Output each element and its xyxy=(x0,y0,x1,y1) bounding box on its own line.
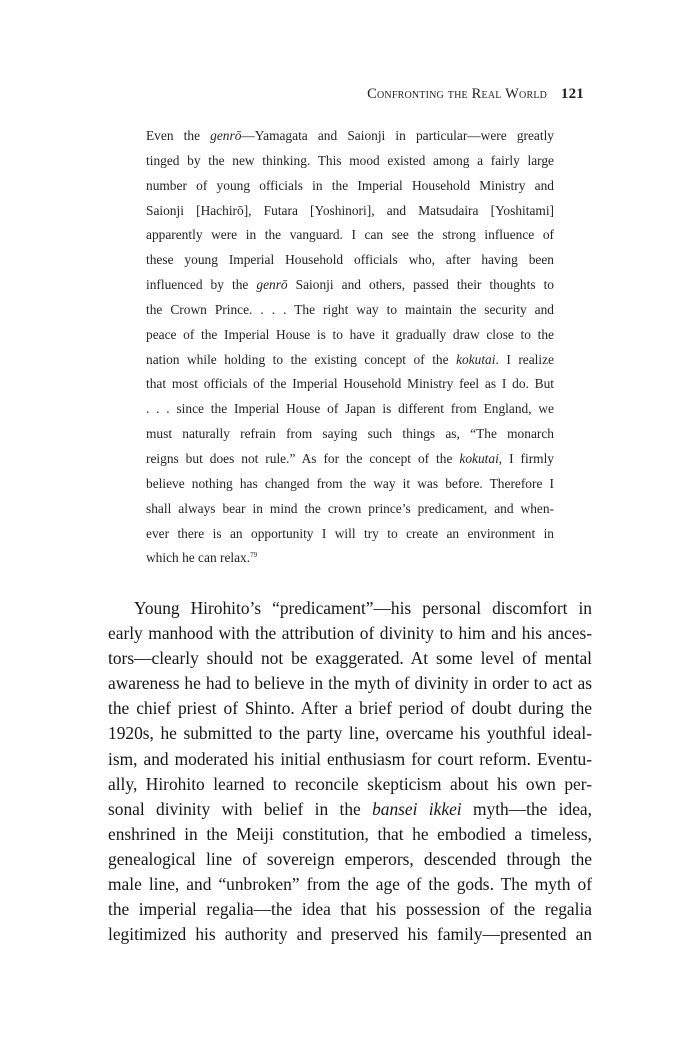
quotation-line: ever there is an opportunity I will try to create an environment in xyxy=(146,525,554,541)
italic-term: genrō xyxy=(256,277,288,293)
body-line: sonal divinity with belief in the bansei ikkei myth—the idea, xyxy=(108,798,592,819)
quotation-line: the Crown Prince. . . . The right way to maintain the security and xyxy=(146,301,554,317)
body-line: awareness he had to believe in the myth of divinity in order to act as xyxy=(108,673,592,694)
quotation-line: which he can relax.$^{79}$ xyxy=(146,550,258,566)
quotation-line: that most officials of the Imperial Household Ministry feel as I do. But xyxy=(146,376,554,392)
italic-term: bansei ikkei xyxy=(372,798,462,819)
page-number: 121 xyxy=(560,86,584,102)
footnote-marker: 79 xyxy=(250,551,258,560)
body-line: the imperial regalia—the idea that his possession of the regalia xyxy=(108,899,592,920)
running-head xyxy=(367,86,584,103)
quotation-line: apparently were in the vanguard. I can see the strong influence of xyxy=(146,227,554,243)
quotation-line: Saionji [Hachirō], Futara [Yoshinori], and Matsudaira [Yoshitami] xyxy=(146,202,554,218)
quotation-line: these young Imperial Household officials who, after having been xyxy=(146,252,554,268)
body-line: tors—clearly should not be exaggerated. At some level of mental xyxy=(108,648,592,669)
quotation-line: reigns but does not rule.” As for the concept of the kokutai, I firmly xyxy=(146,450,554,466)
chapter-title: Confronting the Real World xyxy=(367,86,548,102)
italic-term: genrō xyxy=(210,128,242,143)
quotation-line: tinged by the new thinking. This mood existed among a fairly large xyxy=(146,152,554,168)
quotation-line: believe nothing has changed from the way it was before. Therefore I xyxy=(146,475,554,491)
body-line: ism, and moderated his initial enthusiasm for court reform. Eventu- xyxy=(108,748,592,769)
quotation-line: peace of the Imperial House is to have it gradually draw close to the xyxy=(146,326,554,342)
body-line: ally, Hirohito learned to reconcile skepticism about his own per- xyxy=(108,773,592,794)
italic-term: kokutai xyxy=(456,351,496,367)
quotation-line: Even the genrō—Yamagata and Saionji in particular—were greatly xyxy=(146,128,554,143)
quotation-line: influenced by the genrō Saionji and others, passed their thoughts to xyxy=(146,277,554,293)
body-line: legitimized his authority and preserved his family—presented an xyxy=(108,924,592,945)
body-line: 1920s, he submitted to the party line, overcame his youthful ideal- xyxy=(108,723,592,744)
block-quotation xyxy=(146,124,554,571)
italic-term: kokutai xyxy=(459,450,499,466)
quotation-line: . . . since the Imperial House of Japan is different from England, we xyxy=(146,401,554,417)
body-line: Young Hirohito’s “predicament”—his personal discomfort in xyxy=(134,598,592,618)
quotation-line: number of young officials in the Imperial Household Ministry and xyxy=(146,177,554,193)
quotation-line: must naturally refrain from saying such things as, “The monarch xyxy=(146,426,554,442)
body-paragraph xyxy=(108,596,592,947)
body-line: genealogical line of sovereign emperors, descended through the xyxy=(108,848,592,869)
body-line: enshrined in the Meiji constitution, that he embodied a timeless, xyxy=(108,823,592,844)
body-line: early manhood with the attribution of divinity to him and his ances- xyxy=(108,623,592,644)
body-line: the chief priest of Shinto. After a brief period of doubt during the xyxy=(108,698,592,719)
quotation-line: nation while holding to the existing concept of the kokutai. I realize xyxy=(146,351,554,367)
body-line: male line, and “unbroken” from the age of the gods. The myth of xyxy=(108,874,592,895)
quotation-line: shall always bear in mind the crown prince’s predicament, and when- xyxy=(146,500,554,516)
